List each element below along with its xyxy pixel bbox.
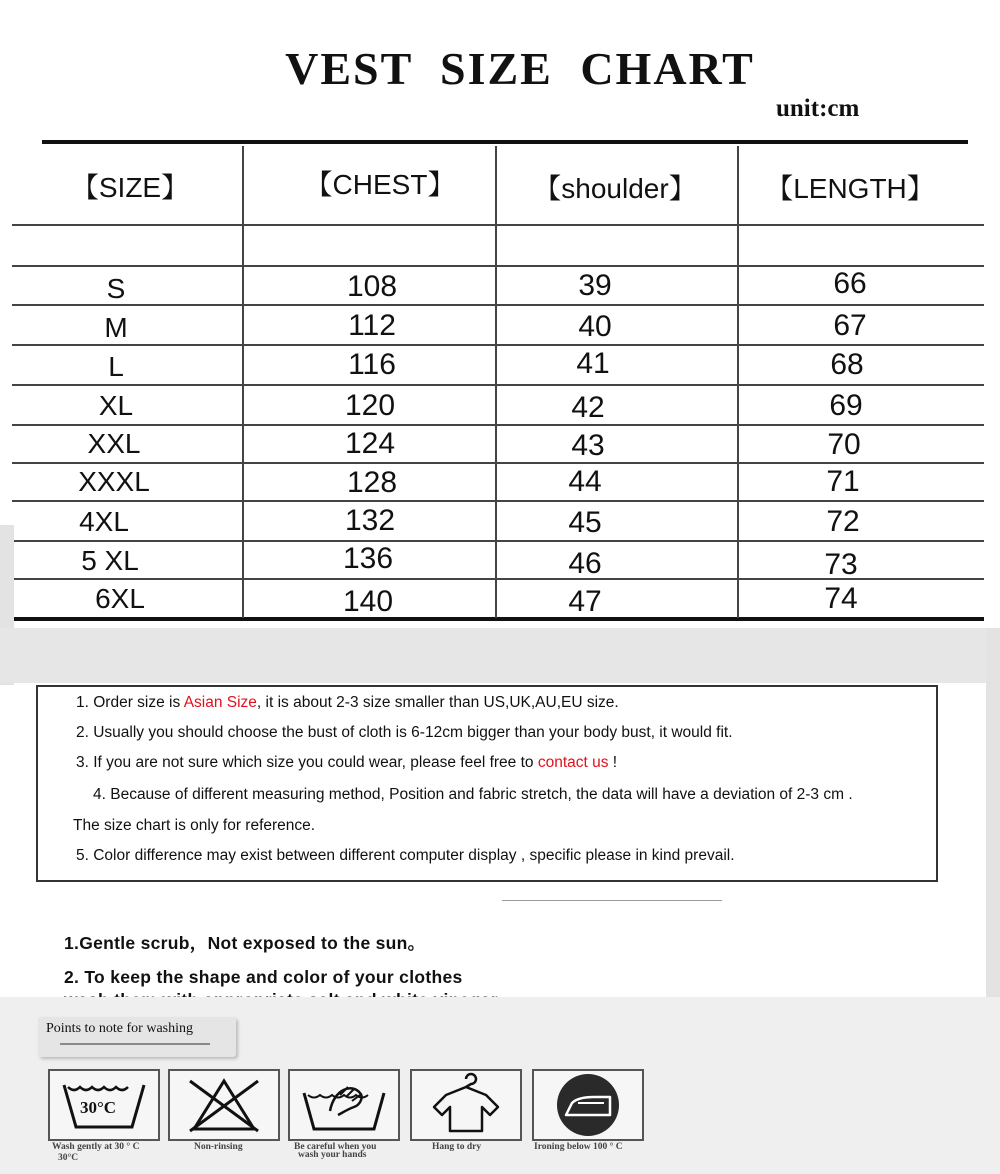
row-rule [12, 500, 984, 502]
care-line-2: 2. To keep the shape and color of your clothes [64, 967, 463, 987]
note-4-continued: The size chart is only for reference. [73, 817, 316, 834]
header-size: 【SIZE】 [70, 172, 190, 203]
chest-cell: 128 [346, 466, 398, 499]
shoulder-cell: 47 [568, 585, 602, 618]
row-rule [12, 462, 984, 464]
header-shoulder: 【shoulder】 [533, 173, 697, 204]
background-strip [986, 628, 1000, 998]
note-3 [76, 754, 617, 772]
page-title: VEST SIZE CHART [285, 43, 755, 94]
unit-label: unit:cm [776, 95, 860, 122]
length-cell: 73 [824, 548, 858, 581]
tag-underline [60, 1043, 210, 1045]
size-cell: XXXL [78, 466, 150, 497]
no-bleach-icon [168, 1069, 280, 1141]
length-cell: 72 [826, 505, 860, 538]
size-cell: L [108, 351, 124, 382]
shoulder-cell: 46 [568, 547, 602, 580]
chest-cell: 120 [344, 389, 396, 422]
notes-box [36, 685, 938, 882]
column-divider [495, 146, 497, 618]
note-text: 3. If you are not sure which size you could wear, please feel free to [76, 754, 538, 771]
asian-size-highlight: Asian Size [183, 694, 257, 711]
shoulder-cell: 41 [576, 347, 610, 380]
hand-wash-icon [288, 1069, 400, 1141]
care-line-1: 1.Gentle scrub，Not exposed to the sun。 [64, 933, 426, 953]
length-cell: 69 [829, 389, 863, 422]
icon-caption: Ironing below 100 ° C [534, 1142, 623, 1152]
length-cell: 74 [824, 582, 858, 615]
size-cell: 6XL [95, 583, 145, 614]
shoulder-cell: 44 [568, 465, 602, 498]
row-rule [12, 344, 984, 346]
icon-caption: Wash gently at 30 ° C [52, 1142, 140, 1152]
size-cell: 4XL [79, 506, 129, 537]
note-2: 2. Usually you should choose the bust of cloth is 6-12cm bigger than your body bust, it would fit. [76, 724, 733, 741]
note-text: ! [608, 754, 618, 771]
size-cell: S [106, 273, 126, 304]
icon-caption: wash your hands [298, 1150, 367, 1160]
header-length: 【LENGTH】 [765, 173, 935, 204]
row-rule [12, 424, 984, 426]
size-cell: 5 XL [81, 545, 139, 576]
size-cell: XL [98, 390, 134, 421]
chest-cell: 140 [342, 585, 394, 618]
size-cell: XXL [87, 428, 141, 459]
size-cell: M [104, 312, 128, 343]
chest-cell: 112 [348, 309, 396, 342]
shoulder-cell: 42 [571, 391, 605, 424]
washing-notes-tag [38, 1017, 236, 1057]
tag-label: Points to note for washing [46, 1021, 193, 1036]
divider [502, 900, 722, 901]
column-divider [737, 146, 739, 618]
note-text: , it is about 2-3 size smaller than US,UK,AU,EU size. [256, 694, 619, 711]
chest-cell: 116 [348, 348, 396, 381]
chest-cell: 124 [344, 427, 396, 460]
hang-dry-icon [410, 1069, 522, 1141]
icon-caption: Be careful when you [294, 1142, 377, 1152]
length-cell: 68 [830, 348, 864, 381]
icon-caption: 30°C [58, 1153, 79, 1163]
row-rule [12, 540, 984, 542]
chest-cell: 132 [344, 504, 396, 537]
icon-caption: Non-rinsing [194, 1142, 243, 1152]
iron-icon [532, 1069, 644, 1141]
chest-cell: 136 [342, 542, 394, 575]
length-cell: 70 [827, 428, 861, 461]
length-cell: 71 [826, 465, 860, 498]
wash-temp-label: 30°C [80, 1098, 117, 1117]
note-text: 1. Order size is [76, 694, 184, 711]
shoulder-cell: 40 [578, 310, 612, 343]
wash-30-icon [48, 1069, 160, 1141]
shoulder-cell: 45 [568, 506, 602, 539]
table-top-rule [42, 140, 968, 144]
shoulder-cell: 43 [571, 429, 605, 462]
table-bottom-rule [12, 617, 984, 621]
note-1 [76, 694, 619, 712]
icon-caption: Hang to dry [432, 1142, 482, 1152]
length-cell: 66 [833, 267, 867, 300]
background-band [0, 628, 1000, 683]
length-cell: 67 [833, 309, 867, 342]
note-5: 5. Color difference may exist between different computer display , specific please in kind prevail. [76, 847, 735, 864]
note-4: 4. Because of different measuring method, Position and fabric stretch, the data will have a deviation of 2-3 cm . [93, 786, 853, 803]
header-chest: 【CHEST】 [304, 169, 456, 200]
header-bottom-rule [12, 224, 984, 226]
column-divider [242, 146, 244, 618]
chest-cell: 108 [346, 270, 398, 303]
contact-us-link[interactable]: contact us [537, 754, 609, 771]
shoulder-cell: 39 [578, 269, 612, 302]
row-rule [12, 384, 984, 386]
